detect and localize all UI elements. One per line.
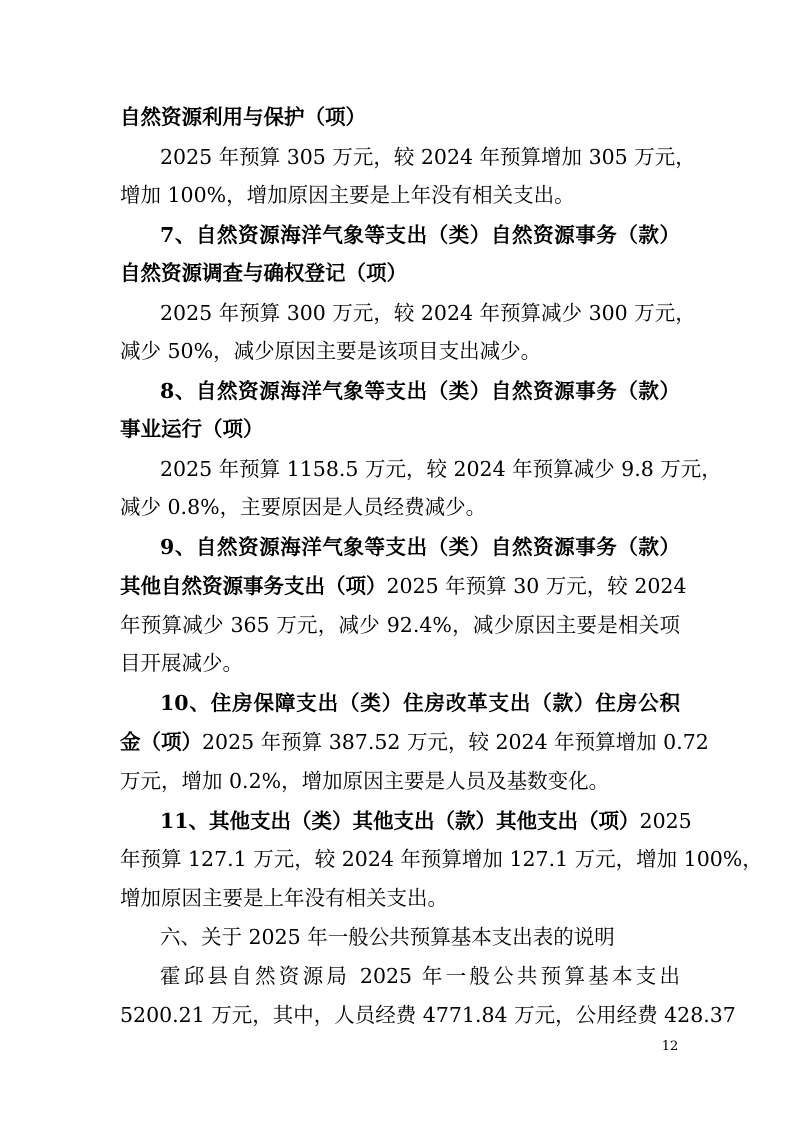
item-9-title-line-1: 9、自然资源海洋气象等支出（类）自然资源事务（款） — [160, 535, 680, 559]
item-7-title-line-2: 自然资源调查与确权登记（项） — [120, 261, 407, 285]
item-11-body-line-2: 增加原因主要是上年没有相关支出。 — [120, 886, 448, 910]
item-9-body-part: 2025 年预算 30 万元，较 2024 — [386, 574, 687, 598]
section-6-heading: 六、关于 2025 年一般公共预算基本支出表的说明 — [160, 925, 615, 949]
item-6-body-line-1: 2025 年预算 305 万元，较 2024 年预算增加 305 万元， — [160, 145, 696, 169]
item-8-title-line-1: 8、自然资源海洋气象等支出（类）自然资源事务（款） — [160, 379, 680, 403]
item-9-body-line-2: 目开展减少。 — [120, 651, 243, 675]
item-8-title-line-2: 事业运行（项） — [120, 417, 264, 441]
section-6-body-line-2: 5200.21 万元，其中，人员经费 4771.84 万元，公用经费 428.37 — [120, 1003, 736, 1027]
item-10-title-line-1: 10、住房保障支出（类）住房改革支出（款）住房公积 — [160, 691, 680, 715]
item-7-body-line-2: 减少 50%，减少原因主要是该项目支出减少。 — [120, 339, 542, 363]
item-10-line-2 — [120, 724, 709, 760]
item-7-body-line-1: 2025 年预算 300 万元，较 2024 年预算减少 300 万元， — [160, 301, 696, 325]
item-10-title-part: 金（项） — [120, 730, 202, 754]
item-7-title-line-1: 7、自然资源海洋气象等支出（类）自然资源事务（款） — [160, 223, 680, 247]
item-11-title-part: 11、其他支出（类）其他支出（款）其他支出（项） — [160, 809, 640, 833]
section-6-body-line-1: 霍邱县自然资源局 2025 年一般公共预算基本支出 — [160, 964, 680, 988]
item-8-body-line-2: 减少 0.8%，主要原因是人员经费减少。 — [120, 495, 487, 519]
item-11-line-1 — [160, 803, 692, 839]
item-6-body-line-2: 增加 100%，增加原因主要是上年没有相关支出。 — [120, 183, 575, 207]
item-11-body-line-1: 年预算 127.1 万元，较 2024 年预算增加 127.1 万元，增加 100%， — [120, 847, 763, 871]
item-8-body-line-1: 2025 年预算 1158.5 万元，较 2024 年预算减少 9.8 万元， — [160, 457, 722, 481]
item-10-body-part: 2025 年预算 387.52 万元，较 2024 年预算增加 0.72 — [202, 730, 709, 754]
item-9-body-line-1: 年预算减少 365 万元，减少 92.4%，减少原因主要是相关项 — [120, 613, 680, 637]
item-9-line-2 — [120, 568, 687, 604]
item-10-body-line: 万元，增加 0.2%，增加原因主要是人员及基数变化。 — [120, 769, 610, 793]
item-11-body-part: 2025 — [639, 809, 692, 833]
item-9-title-part: 其他自然资源事务支出（项） — [120, 574, 387, 598]
page-number: 12 — [661, 1039, 679, 1054]
item-6-title-cont: 自然资源利用与保护（项） — [120, 105, 366, 129]
